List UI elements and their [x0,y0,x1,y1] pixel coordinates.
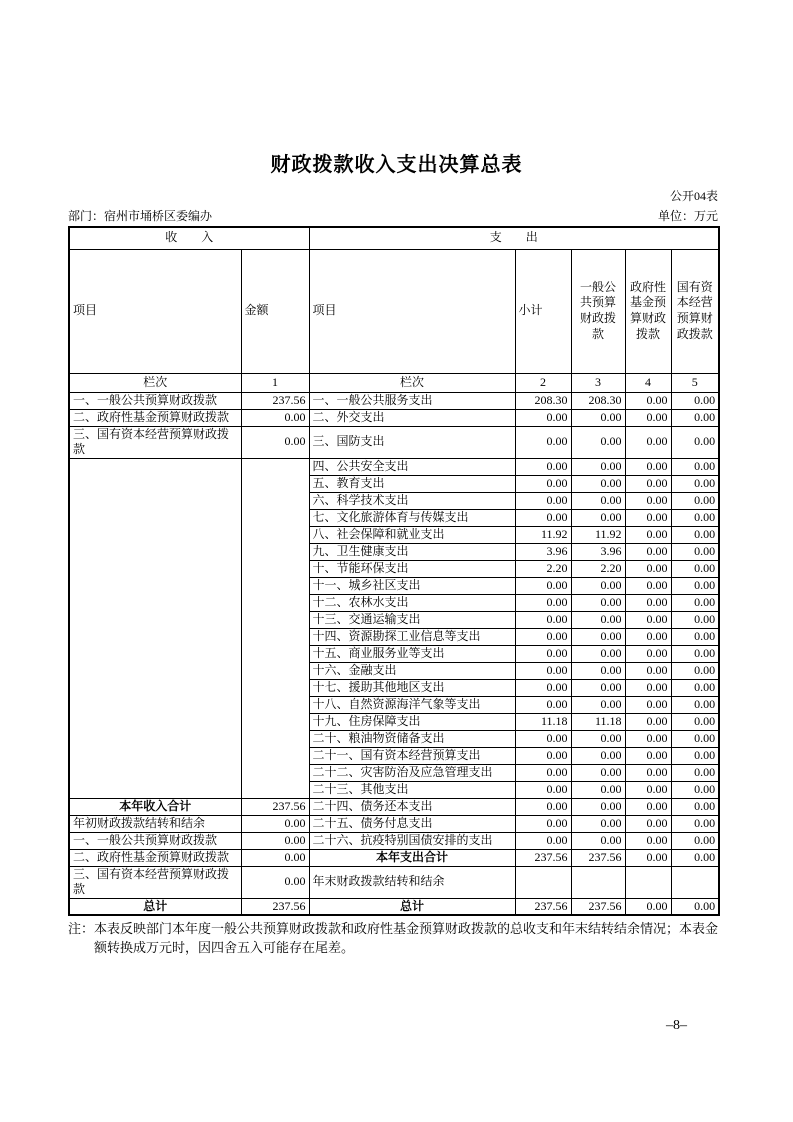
expense-item-cell: 十八、自然资源海洋气象等支出 [309,696,515,713]
general-budget-cell: 0.00 [571,832,625,849]
subtotal-cell: 0.00 [515,645,571,662]
table-row [69,815,719,832]
income-amount-cell: 0.00 [241,832,309,849]
gov-fund-cell: 0.00 [625,509,671,526]
table-row [69,832,719,849]
gov-fund-cell: 0.00 [625,849,671,866]
general-budget-cell: 0.00 [571,594,625,611]
state-capital-cell: 0.00 [671,898,719,915]
expense-item-cell: 十一、城乡社区支出 [309,577,515,594]
section-header-row [69,227,719,249]
subtotal-cell: 0.00 [515,730,571,747]
income-amount-cell: 0.00 [241,409,309,426]
table-row [69,426,719,458]
income-item-header: 项目 [69,249,241,373]
gov-fund-header: 政府性基金预算财政拨款 [625,249,671,373]
subtotal-cell: 0.00 [515,458,571,475]
income-item-cell: 二、政府性基金预算财政拨款 [69,409,241,426]
expense-item-cell: 八、社会保障和就业支出 [309,526,515,543]
general-budget-cell: 208.30 [571,392,625,409]
subtotal-cell: 0.00 [515,577,571,594]
subtotal-cell: 0.00 [515,509,571,526]
state-capital-cell: 0.00 [671,849,719,866]
state-capital-cell: 0.00 [671,526,719,543]
general-budget-cell: 0.00 [571,426,625,458]
subtotal-cell: 0.00 [515,611,571,628]
general-budget-cell: 2.20 [571,560,625,577]
gov-fund-cell: 0.00 [625,458,671,475]
state-capital-cell: 0.00 [671,543,719,560]
index-row [69,373,719,392]
general-budget-cell: 0.00 [571,509,625,526]
income-amount-cell [241,458,309,798]
expense-item-cell: 五、教育支出 [309,475,515,492]
subtotal-cell: 0.00 [515,696,571,713]
expense-item-cell: 六、科学技术支出 [309,492,515,509]
state-capital-cell: 0.00 [671,426,719,458]
fiscal-table [68,226,720,916]
gov-fund-cell: 0.00 [625,645,671,662]
state-capital-cell: 0.00 [671,832,719,849]
table-row [69,849,719,866]
state-capital-cell: 0.00 [671,560,719,577]
state-capital-cell: 0.00 [671,577,719,594]
income-amount-header: 金额 [241,249,309,373]
expense-item-cell: 年末财政拨款结转和结余 [309,866,515,898]
expense-item-header: 项目 [309,249,515,373]
subtotal-cell: 0.00 [515,781,571,798]
form-code: 公开04表 [669,189,718,203]
expense-item-cell: 二、外交支出 [309,409,515,426]
gov-fund-cell: 0.00 [625,898,671,915]
state-capital-cell: 0.00 [671,475,719,492]
income-item-cell: 三、国有资本经营预算财政拨款 [69,426,241,458]
income-item-cell: 二、政府性基金预算财政拨款 [69,849,241,866]
general-budget-cell: 0.00 [571,679,625,696]
subtotal-cell: 11.18 [515,713,571,730]
income-amount-cell: 0.00 [241,866,309,898]
expense-index-3: 3 [571,373,625,392]
state-capital-cell: 0.00 [671,594,719,611]
expense-item-cell: 总计 [309,898,515,915]
expense-index-5: 5 [671,373,719,392]
expense-item-cell: 二十、粮油物资储备支出 [309,730,515,747]
state-capital-header: 国有资本经营预算财政拨款 [671,249,719,373]
table-row [69,458,719,475]
subtotal-cell [515,866,571,898]
state-capital-cell: 0.00 [671,611,719,628]
expense-item-cell: 七、文化旅游体育与传媒支出 [309,509,515,526]
gov-fund-cell: 0.00 [625,713,671,730]
expense-item-cell: 三、国防支出 [309,426,515,458]
income-index-label: 栏次 [69,373,241,392]
gov-fund-cell: 0.00 [625,781,671,798]
state-capital-cell: 0.00 [671,730,719,747]
subtotal-cell: 0.00 [515,832,571,849]
general-budget-cell: 0.00 [571,492,625,509]
gov-fund-cell: 0.00 [625,409,671,426]
gov-fund-cell: 0.00 [625,662,671,679]
state-capital-cell: 0.00 [671,492,719,509]
gov-fund-cell: 0.00 [625,628,671,645]
gov-fund-cell: 0.00 [625,611,671,628]
meta-line [68,207,718,224]
expense-item-cell: 一、一般公共服务支出 [309,392,515,409]
general-budget-cell: 3.96 [571,543,625,560]
gov-fund-cell: 0.00 [625,764,671,781]
gov-fund-cell: 0.00 [625,730,671,747]
expense-item-cell: 十二、农林水支出 [309,594,515,611]
expense-item-cell: 二十三、其他支出 [309,781,515,798]
state-capital-cell: 0.00 [671,798,719,815]
income-item-cell: 三、国有资本经营预算财政拨款 [69,866,241,898]
expense-item-cell: 十九、住房保障支出 [309,713,515,730]
subtotal-cell: 0.00 [515,492,571,509]
general-budget-cell: 0.00 [571,662,625,679]
subtotal-cell: 0.00 [515,662,571,679]
subtotal-cell: 0.00 [515,747,571,764]
expense-item-cell: 十七、援助其他地区支出 [309,679,515,696]
general-budget-cell: 0.00 [571,798,625,815]
gov-fund-cell: 0.00 [625,815,671,832]
expense-section-header: 支 出 [309,227,719,249]
income-item-cell: 本年收入合计 [69,798,241,815]
page-title: 财政拨款收入支出决算总表 [270,154,523,176]
state-capital-cell [671,866,719,898]
subtotal-cell: 3.96 [515,543,571,560]
income-section-header: 收 入 [69,227,309,249]
page-number: –8– [666,1018,687,1033]
expense-item-cell: 十三、交通运输支出 [309,611,515,628]
subtotal-cell: 0.00 [515,798,571,815]
subtotal-cell: 0.00 [515,475,571,492]
general-budget-cell: 0.00 [571,628,625,645]
subtotal-cell: 0.00 [515,764,571,781]
general-budget-cell: 11.18 [571,713,625,730]
subtotal-header: 小计 [515,249,571,373]
income-item-cell: 一、一般公共预算财政拨款 [69,832,241,849]
gov-fund-cell [625,866,671,898]
general-budget-cell: 0.00 [571,475,625,492]
state-capital-cell: 0.00 [671,662,719,679]
gov-fund-cell: 0.00 [625,747,671,764]
income-amount-cell: 0.00 [241,426,309,458]
gov-fund-cell: 0.00 [625,798,671,815]
general-budget-header: 一般公共预算财政拨款 [571,249,625,373]
general-budget-cell: 237.56 [571,898,625,915]
general-budget-cell: 0.00 [571,730,625,747]
state-capital-cell: 0.00 [671,645,719,662]
gov-fund-cell: 0.00 [625,543,671,560]
column-header-row [69,249,719,373]
expense-item-cell: 四、公共安全支出 [309,458,515,475]
general-budget-cell: 0.00 [571,611,625,628]
expense-item-cell: 十六、金融支出 [309,662,515,679]
general-budget-cell: 237.56 [571,849,625,866]
income-item-cell: 总计 [69,898,241,915]
state-capital-cell: 0.00 [671,392,719,409]
income-index-1: 1 [241,373,309,392]
gov-fund-cell: 0.00 [625,594,671,611]
income-item-cell: 一、一般公共预算财政拨款 [69,392,241,409]
income-amount-cell: 237.56 [241,392,309,409]
expense-index-label: 栏次 [309,373,515,392]
subtotal-cell: 0.00 [515,594,571,611]
state-capital-cell: 0.00 [671,628,719,645]
subtotal-cell: 11.92 [515,526,571,543]
subtotal-cell: 237.56 [515,849,571,866]
unit-label: 单位：万元 [657,209,718,223]
gov-fund-cell: 0.00 [625,526,671,543]
gov-fund-cell: 0.00 [625,492,671,509]
state-capital-cell: 0.00 [671,679,719,696]
table-row [69,898,719,915]
income-amount-cell: 237.56 [241,798,309,815]
table-body [69,392,719,915]
state-capital-cell: 0.00 [671,815,719,832]
subtotal-cell: 0.00 [515,426,571,458]
income-amount-cell: 0.00 [241,815,309,832]
state-capital-cell: 0.00 [671,747,719,764]
subtotal-cell: 0.00 [515,679,571,696]
income-amount-cell: 237.56 [241,898,309,915]
income-amount-cell: 0.00 [241,849,309,866]
gov-fund-cell: 0.00 [625,679,671,696]
subtotal-cell: 237.56 [515,898,571,915]
income-item-cell: 年初财政拨款结转和结余 [69,815,241,832]
subtotal-cell: 208.30 [515,392,571,409]
gov-fund-cell: 0.00 [625,475,671,492]
general-budget-cell: 0.00 [571,409,625,426]
expense-item-cell: 二十六、抗疫特别国债安排的支出 [309,832,515,849]
expense-index-2: 2 [515,373,571,392]
state-capital-cell: 0.00 [671,696,719,713]
subtotal-cell: 0.00 [515,409,571,426]
table-row [69,798,719,815]
expense-index-4: 4 [625,373,671,392]
expense-item-cell: 本年支出合计 [309,849,515,866]
gov-fund-cell: 0.00 [625,392,671,409]
general-budget-cell: 0.00 [571,696,625,713]
expense-item-cell: 二十五、债务付息支出 [309,815,515,832]
general-budget-cell [571,866,625,898]
state-capital-cell: 0.00 [671,458,719,475]
gov-fund-cell: 0.00 [625,426,671,458]
expense-item-cell: 十四、资源勘探工业信息等支出 [309,628,515,645]
gov-fund-cell: 0.00 [625,577,671,594]
general-budget-cell: 0.00 [571,577,625,594]
table-row [69,409,719,426]
general-budget-cell: 0.00 [571,458,625,475]
gov-fund-cell: 0.00 [625,560,671,577]
state-capital-cell: 0.00 [671,409,719,426]
expense-item-cell: 十、节能环保支出 [309,560,515,577]
department-label: 部门：宿州市埇桥区委编办 [68,209,213,223]
table-row [69,866,719,898]
gov-fund-cell: 0.00 [625,696,671,713]
general-budget-cell: 11.92 [571,526,625,543]
general-budget-cell: 0.00 [571,764,625,781]
expense-item-cell: 二十二、灾害防治及应急管理支出 [309,764,515,781]
expense-item-cell: 二十四、债务还本支出 [309,798,515,815]
meta-block [68,187,718,224]
footnote: 注：本表反映部门本年度一般公共预算财政拨款和政府性基金预算财政拨款的总收支和年末结转结余情况；本表金额转换成万元时，因四舍五入可能存在尾差。 [68,921,719,956]
state-capital-cell: 0.00 [671,509,719,526]
expense-item-cell: 十五、商业服务业等支出 [309,645,515,662]
general-budget-cell: 0.00 [571,815,625,832]
subtotal-cell: 0.00 [515,815,571,832]
subtotal-cell: 2.20 [515,560,571,577]
state-capital-cell: 0.00 [671,713,719,730]
state-capital-cell: 0.00 [671,764,719,781]
state-capital-cell: 0.00 [671,781,719,798]
expense-item-cell: 九、卫生健康支出 [309,543,515,560]
general-budget-cell: 0.00 [571,781,625,798]
income-item-cell [69,458,241,798]
gov-fund-cell: 0.00 [625,832,671,849]
general-budget-cell: 0.00 [571,747,625,764]
subtotal-cell: 0.00 [515,628,571,645]
general-budget-cell: 0.00 [571,645,625,662]
table-row [69,392,719,409]
expense-item-cell: 二十一、国有资本经营预算支出 [309,747,515,764]
